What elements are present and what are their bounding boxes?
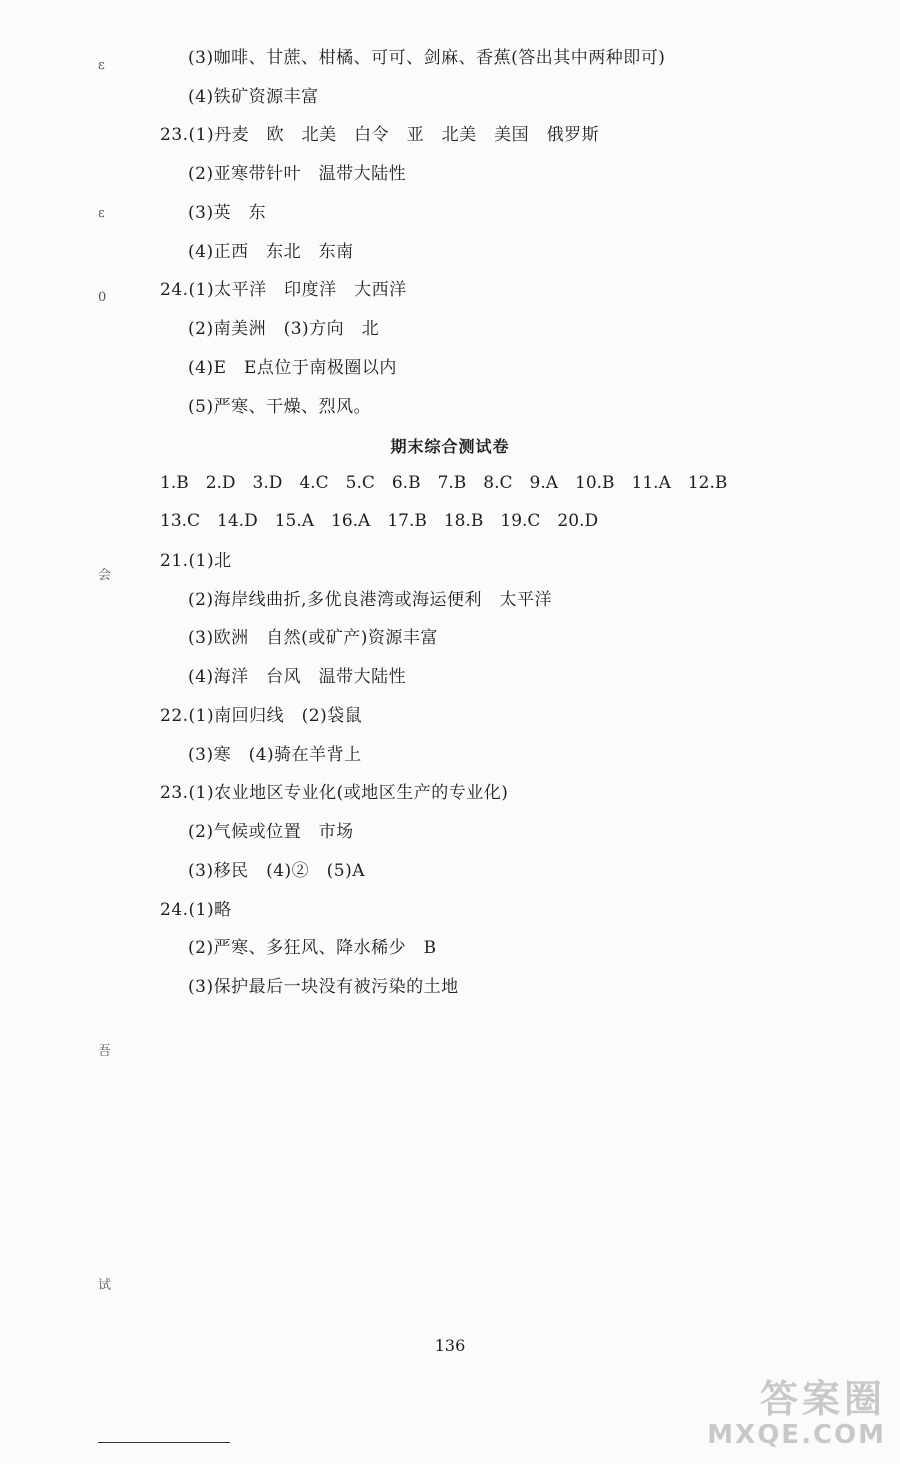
margin-mark: 试 [98,1278,112,1293]
answer-line: (3)英 东 [188,203,267,223]
mc-answers-row: 1.B 2.D 3.D 4.C 5.C 6.B 7.B 8.C 9.A 10.B 11.A 12.B [160,473,728,493]
answer-line: (4)海洋 台风 温带大陆性 [188,667,407,687]
margin-mark: 0 [98,290,107,305]
answer-line: (3)寒 (4)骑在羊背上 [188,745,362,765]
answer-line: (3)保护最后一块没有被污染的土地 [188,977,459,997]
answer-line: (4)铁矿资源丰富 [188,87,319,107]
footer-rule [98,1442,230,1443]
watermark-text: 答案圈 [759,1377,886,1421]
answer-line: 24.(1)略 [160,900,232,920]
answer-line: 23.(1)丹麦 欧 北美 白令 亚 北美 美国 俄罗斯 [160,125,600,145]
section-title: 期末综合测试卷 [390,437,510,456]
answer-line: (3)移民 (4)② (5)A [188,861,366,881]
answer-line: (3)咖啡、甘蔗、柑橘、可可、剑麻、香蕉(答出其中两种即可) [188,48,666,68]
margin-mark: ε [98,58,105,73]
margin-mark: 会 [98,568,112,583]
margin-mark: ε [98,206,105,221]
watermark-url: MXQE.COM [707,1420,886,1450]
answer-line: 23.(1)农业地区专业化(或地区生产的专业化) [160,783,509,803]
answer-line: (2)气候或位置 市场 [188,822,354,842]
margin-mark: 吾 [98,1044,112,1059]
mc-answers-row: 13.C 14.D 15.A 16.A 17.B 18.B 19.C 20.D [160,511,599,531]
answer-line: (4)E E点位于南极圈以内 [188,358,397,378]
answer-line: 21.(1)北 [160,551,232,571]
page-number: 136 [434,1336,466,1355]
answer-line: 24.(1)太平洋 印度洋 大西洋 [160,280,407,300]
answer-line: (4)正西 东北 东南 [188,242,354,262]
answer-line: (3)欧洲 自然(或矿产)资源丰富 [188,628,438,648]
answer-line: (5)严寒、干燥、烈风。 [188,397,372,417]
answer-line: (2)亚寒带针叶 温带大陆性 [188,164,407,184]
answer-line: 22.(1)南回归线 (2)袋鼠 [160,706,363,726]
watermark-logo [707,1378,886,1450]
answer-line: (2)南美洲 (3)方向 北 [188,319,380,339]
answer-line: (2)海岸线曲折,多优良港湾或海运便利 太平洋 [188,590,552,610]
answer-line: (2)严寒、多狂风、降水稀少 B [188,938,437,958]
